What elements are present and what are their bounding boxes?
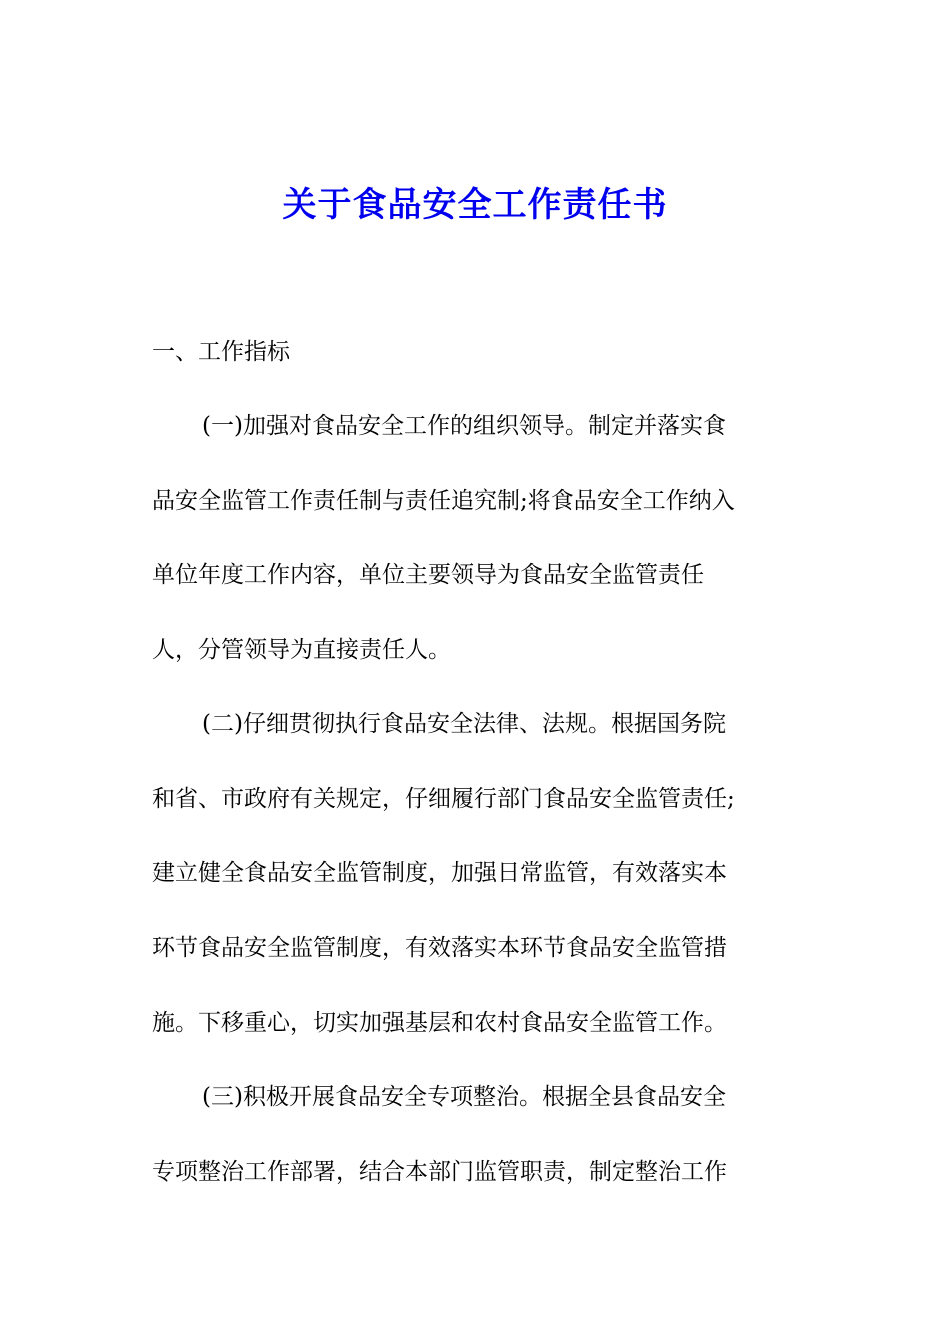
paragraph-line: 建立健全食品安全监管制度，加强日常监管，有效落实本 bbox=[152, 860, 727, 886]
paragraph-line: (二)仔细贯彻执行食品安全法律、法规。根据国务院 bbox=[202, 711, 726, 737]
document-title: 关于食品安全工作责任书 bbox=[282, 185, 668, 225]
section-heading: 一、工作指标 bbox=[152, 339, 290, 365]
paragraph-line: (三)积极开展食品安全专项整治。根据全县食品安全 bbox=[202, 1084, 726, 1110]
paragraph-line: 品安全监管工作责任制与责任追究制;将食品安全工作纳入 bbox=[152, 488, 735, 514]
paragraph-line: 人，分管领导为直接责任人。 bbox=[152, 637, 451, 663]
paragraph-line: (一)加强对食品安全工作的组织领导。制定并落实食 bbox=[202, 413, 726, 439]
paragraph-line: 和省、市政府有关规定，仔细履行部门食品安全监管责任; bbox=[152, 786, 735, 812]
paragraph-line: 施。下移重心，切实加强基层和农村食品安全监管工作。 bbox=[152, 1010, 727, 1036]
paragraph-line: 环节食品安全监管制度，有效落实本环节食品安全监管措 bbox=[152, 935, 727, 961]
paragraph-line: 专项整治工作部署，结合本部门监管职责，制定整治工作 bbox=[152, 1159, 727, 1185]
paragraph-line: 单位年度工作内容，单位主要领导为食品安全监管责任 bbox=[152, 562, 704, 588]
